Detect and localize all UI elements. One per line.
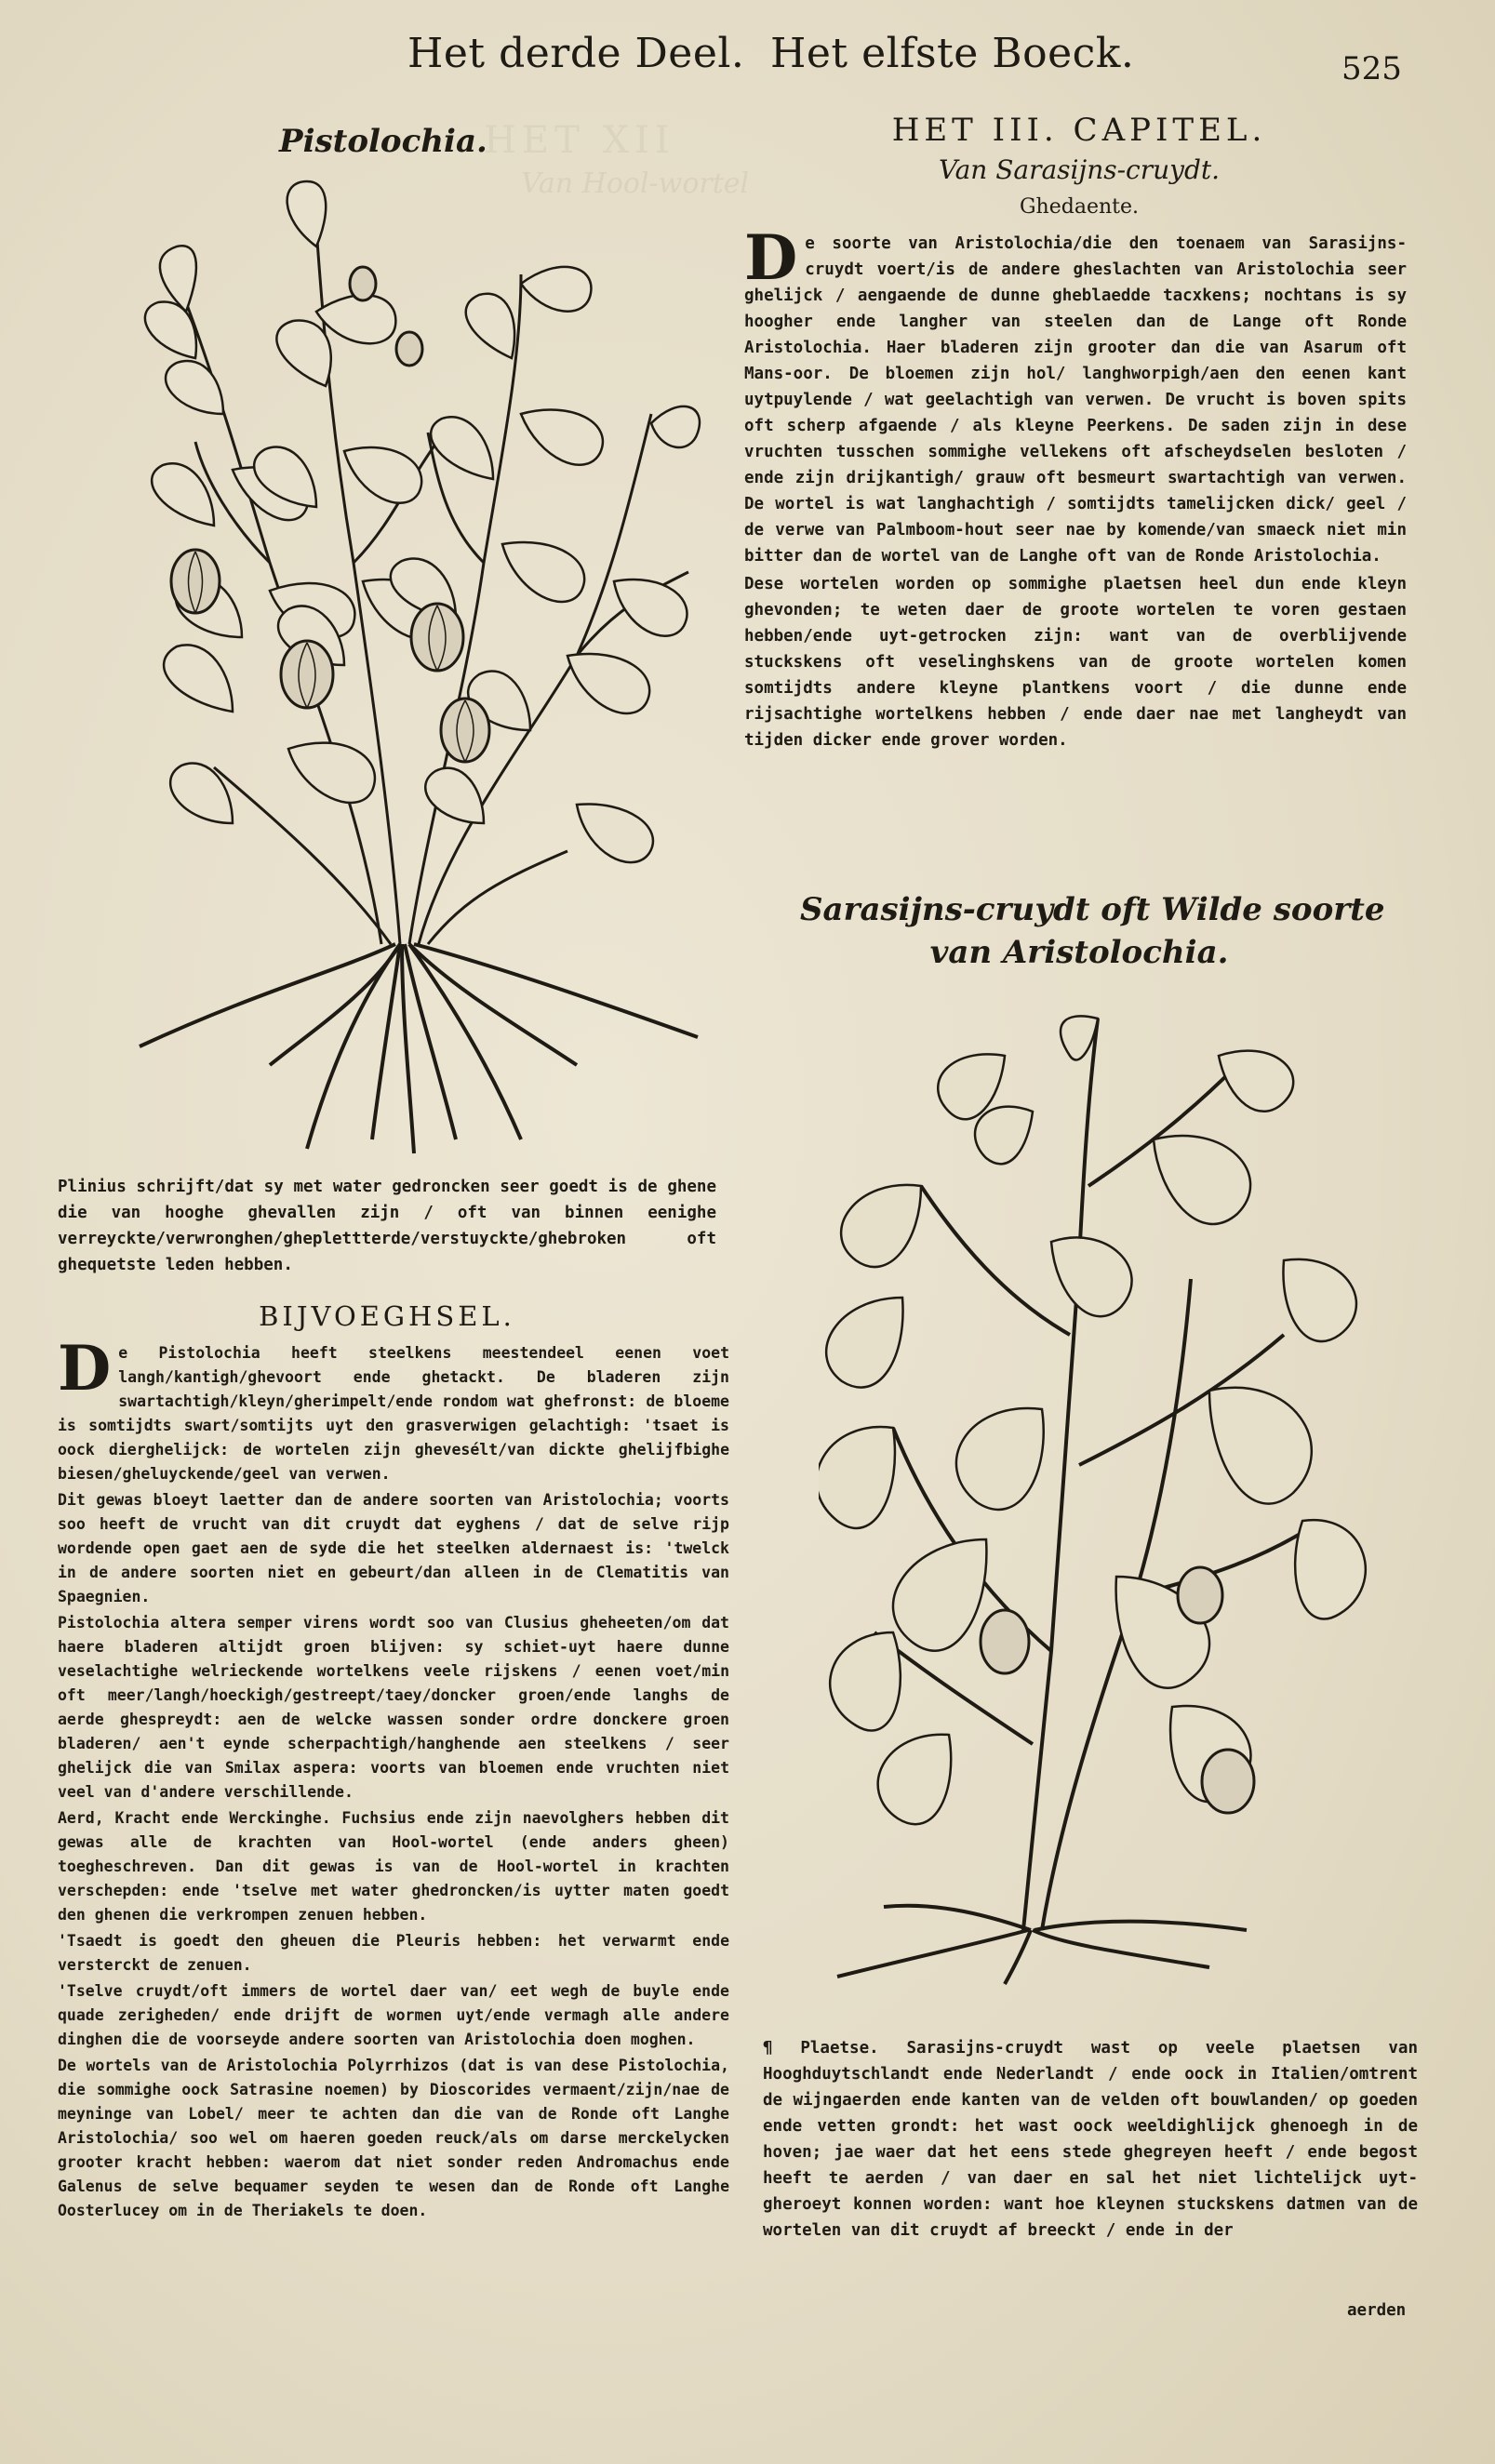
running-head-right: Het elfste Boeck. [770,30,1135,77]
drop-cap: D [744,221,798,294]
sarasijns-cruydt-woodcut-illustration [819,1000,1377,1986]
bijvoeghsel-paragraph: 'Tsaedt is goedt den gheuen die Pleuris hebben: het verwarmt ende versterckt de zenuen. [58,1932,729,1974]
bijvoeghsel-paragraph: Pistolochia altera semper virens wordt soo van Clusius gheheeten/om dat haere bladeren altijdt groen blijven: sy schiet-uyt haere dunne veselachtighe welrieckende wortelkens veele rijskens / eenen voet/min oft meer/langh/hoeckigh/gestreept/taey/doncker groen/ende langhs de aerde ghespreydt: aen de welcke wassen sonder ordre donckere groen bladeren/ aen't eynde scherpachtigh/hanghende aen steelkens / seer ghelijck die van Smilax aspera: voorts van bloemen ende vruchten niet veel van d'andere verschillende. [58,1614,729,1801]
pistolochia-woodcut-illustration [130,172,707,1158]
plant-caption-sarasijns-line-1: Sarasijns-cruydt oft Wilde soorte [800,891,1385,928]
chapter-title: HET III. CAPITEL. [891,112,1267,149]
plant-roots [140,944,698,1153]
bijvoeghsel-paragraph: Aerd, Kracht ende Werckinghe. Fuchsius ende zijn naevolghers hebben dit gewas alle de krachten van Hool-wortel (ende anders gheen) toegheschreven. Dan dit gewas is van de Hool-wortel in krachten verschepden: ende 'tselve met water ghedroncken/is uytter maten goedt den ghenen die verkrompen zenuen hebben. [58,1809,729,1924]
paragraph-plinius: Plinius schrijft/dat sy met water gedroncken seer goedt is de ghene die van hooghe ghevallen zijn / oft van binnen eenighe verreyckte/verwronghen/gheplettterde/verstuyckte/ghebroken oft ghequetste leden hebben. [58,1178,716,1274]
plant-roots [837,1906,1247,1984]
bijvoeghsel-paragraph: Dit gewas bloeyt laetter dan de andere soorten van Aristolochia; voorts soo heeft de vrucht van dit cruydt dat eyghens / dat de selve rijp wordende open gaet aen de syde die het steelken aldernaest is: 'twelck in de andere soorten niet en gebeurt/dan alleen in de Clematitis van Spaegnien. [58,1491,729,1605]
running-head-left: Het derde Deel. [407,30,745,77]
page-number: 525 [1341,50,1402,87]
bijvoeghsel-paragraph: 'Tselve cruydt/oft immers de wortel daer van/ eet wegh de buyle ende quade zerigheden/ ende drijft de wormen uyt/ende vermagh alle andere dinghen die de voorseyde andere soorten van Aristolochia doen moghen. [58,1982,729,2048]
plaetse-body [763,2035,1418,2245]
chapter-subtitle: Van Sarasijns-cruydt. [938,154,1221,185]
ghedaente-heading: Ghedaente. [1019,195,1139,219]
ghedaente-body [744,221,1407,755]
plant-leaves [819,1016,1366,1824]
ghedaente-paragraph: Dese wortelen worden op sommighe plaetsen heel dun ende kleyn ghevonden; te weten daer de groote wortelen te voren gestaen hebben/ende uyt-getrocken zijn: want van de overblijvende stuckskens oft veselinghskens van de groote wortelen komen somtijdts andere kleyne plantkens voort / die dunne ende rijsachtighe wortelkens hebben / ende daer nae met langheydt van tijden dicker ende grover worden. [744,575,1407,750]
section-title-bijvoeghsel: BIJVOEGHSEL. [259,1300,515,1332]
bijvoeghsel-body [58,1332,729,2225]
bijvoeghsel-paragraph: De Pistolochia heeft steelkens meestendeel eenen voet langh/kantigh/ghevoort ende ghetackt. De bladeren zijn swartachtigh/kleyn/gherimpelt/ende rondom wat ghefronst: de bloeme is somtijdts swart/somtijts uyt den grasverwigen gelachtigh: 'tsaet is oock dierghelijck: de wortelen zijn ghevesélt/van dickte ghelijfbighe biesen/gheluyckende/geel van verwen. [58,1332,729,1483]
drop-cap: D [58,1332,112,1405]
plant-caption-pistolochia: Pistolochia. [279,123,487,160]
plant-leaves [145,181,700,862]
bleed-through-fragment: Van Hool-wortel [521,167,750,200]
plant-caption-sarasijns-line-2: van Aristolochia. [929,934,1229,971]
ghedaente-paragraph: De soorte van Aristolochia/die den toenaem van Sarasijns-cruydt voert/is de andere gheslachten van Aristolochia seer ghelijck / aengaende de dunne gheblaedde tacxkens; nochtans is sy hoogher ende langher van steelen dan de Lange oft Ronde Aristolochia. Haer bladeren zijn grooter dan die van Asarum oft Mans-oor. De bloemen zijn hol/ langhworpigh/aen den eenen kant uytpuylende / wat geelachtigh van verwen. De vrucht is boven spits oft scherp afgaende / als kleyne Peerkens. De saden zijn in dese vruchten tusschen sommighe vellekens oft afscheydselen besloten / ende zijn drijkantigh/ grauw oft besmeurt swartachtigh van verwen. De wortel is wat langhachtigh / somtijdts tamelijcken dick/ geel / de verwe van Palmboom-hout seer nae by komende/van smaeck niet min bitter dan de wortel van de Langhe oft van de Ronde Aristolochia. [744,221,1407,566]
bijvoeghsel-paragraph: De wortels van de Aristolochia Polyrrhizos (dat is van dese Pistolochia, die sommighe oock Satrasine noemen) by Dioscorides vermaent/zijn/nae de meyninge van Lobel/ meer te achten dan die van de Ronde oft Langhe Aristolochia/ soo wel om haeren goeden reuck/als om darse merckelycken grooter kracht hebben: waerom dat niet sonder reden Andromachus ende Galenus de selve bequamer seyden te wesen dan de Ronde oft Langhe Oosterlucey om in de Theriakels te doen. [58,2057,729,2219]
plaetse-paragraph: ¶ Plaetse. Sarasijns-cruydt wast op veele plaetsen van Hooghduytschlandt ende Nederlandt / ende oock in Italien/omtrent de wijngaerden ende kanten van de velden oft bouwlanden/ op goeden ende vetten grondt: het wast oock weeldighlijck ghenoegh in de hoven; jae waer dat het eens stede ghegreyen heeft / ende begost heeft te aerden / van daer en sal het niet lichtelijck uyt-gheroeyt konnen worden: want hoe kleynen stuckskens datmen van de wortelen van dit cruydt af breeckt / ende in der [763,2039,1418,2240]
bleed-through-fragment: HET XII [484,119,675,162]
catchword: aerden [1347,2301,1407,2320]
